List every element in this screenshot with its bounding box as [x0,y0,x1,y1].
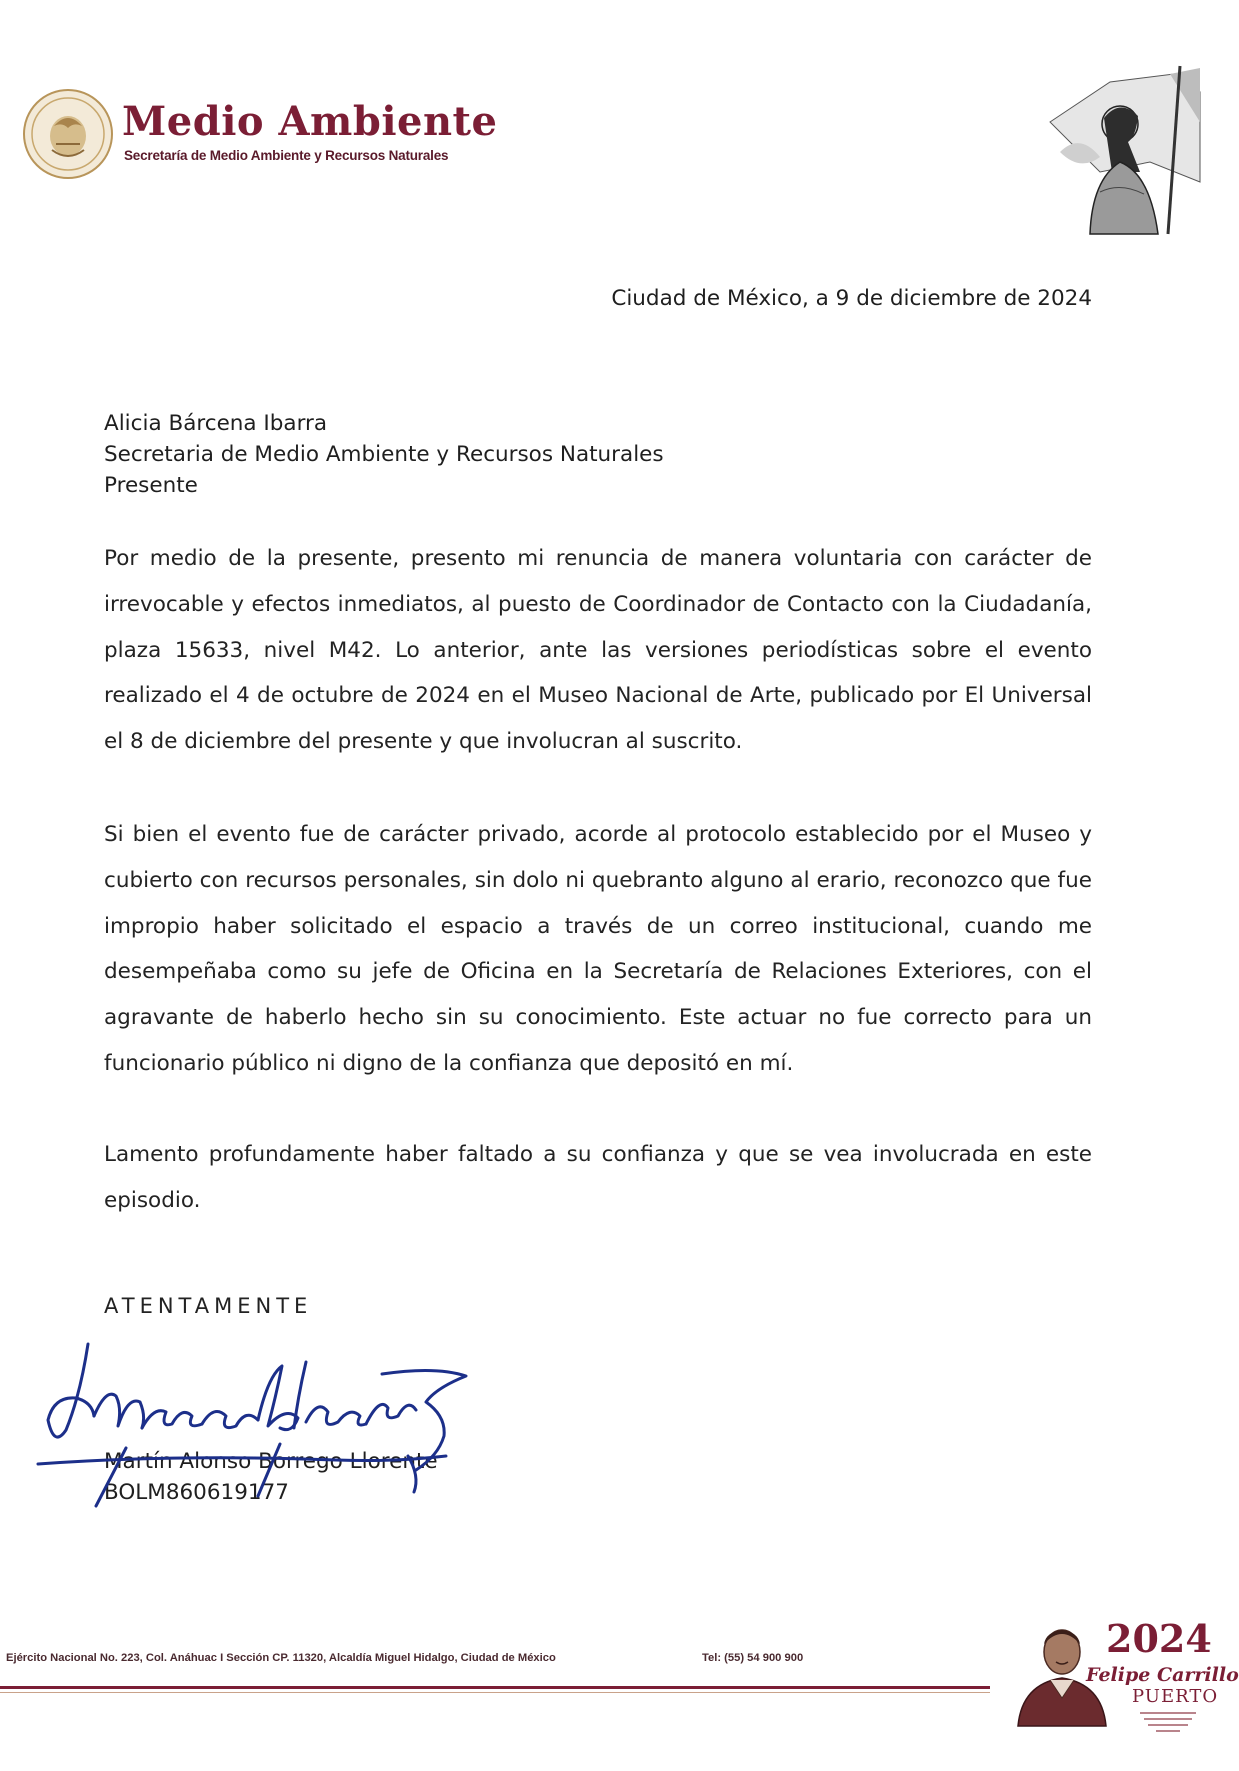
signer-name: Martín Alonso Borrego Llorente [104,1449,438,1474]
honoree-name: Felipe Carrillo [1086,1664,1239,1686]
body-paragraph-2: Si bien el evento fue de carácter privado, acorde al protocolo establecido por el Museo y cubierto con recursos personales, sin dolo ni quebranto alguno al erario, reconozco que fue impropio haber solicitado el espacio a través de un correo institucional, cuando me desempeñaba como su jefe de Oficina en la Secretaría de Relaciones Exteriores, con el agravante de haberlo hecho sin su conocimiento. Este actuar no fue correcto para un funcionario público ni digno de la confianza que depositó en mí. [104,822,1092,1076]
footer-address: Ejército Nacional No. 223, Col. Anáhuac I Sección CP. 11320, Alcaldía Miguel Hidalgo, Ciudad de México [6,1652,556,1664]
date-line: Ciudad de México, a 9 de diciembre de 2024 [611,286,1092,311]
recipient-salutation: Presente [104,473,198,498]
honoree-surname: PUERTO [1132,1686,1219,1707]
brand-subtitle: Secretaría de Medio Ambiente y Recursos Naturales [124,148,449,163]
footer-phone: Tel: (55) 54 900 900 [702,1652,804,1664]
signer-rfc: BOLM860619177 [104,1480,289,1505]
footer-divider [0,1686,990,1689]
woman-with-flag-icon [1040,62,1200,234]
coat-of-arms-seal-icon [22,88,114,180]
body-paragraph-3: Lamento profundamente haber faltado a su confianza y que se vea involucrada en este episodio. [104,1142,1092,1213]
recipient-name: Alicia Bárcena Ibarra [104,411,328,436]
footer-divider-thin [0,1692,990,1693]
brand-title: Medio Ambiente [122,98,498,145]
year-2024: 2024 [1106,1616,1212,1661]
handwritten-signature [36,1336,476,1516]
recipient-block [104,408,664,501]
closing-word: ATENTAMENTE [104,1294,313,1318]
body-paragraph-1: Por medio de la presente, presento mi renuncia de manera voluntaria con carácter de irrevocable y efectos inmediatos, al puesto de Coordinador de Contacto con la Ciudadanía, plaza 15633, nivel M42. Lo anterior, ante las versiones periodísticas sobre el evento realizado el 4 de octubre de 2024 en el Museo Nacional de Arte, publicado por El Universal el 8 de diciembre del presente y que involucran al suscrito. [104,546,1092,755]
recipient-title: Secretaria de Medio Ambiente y Recursos Naturales [104,442,664,467]
honoree-caption-lines [1140,1710,1196,1734]
